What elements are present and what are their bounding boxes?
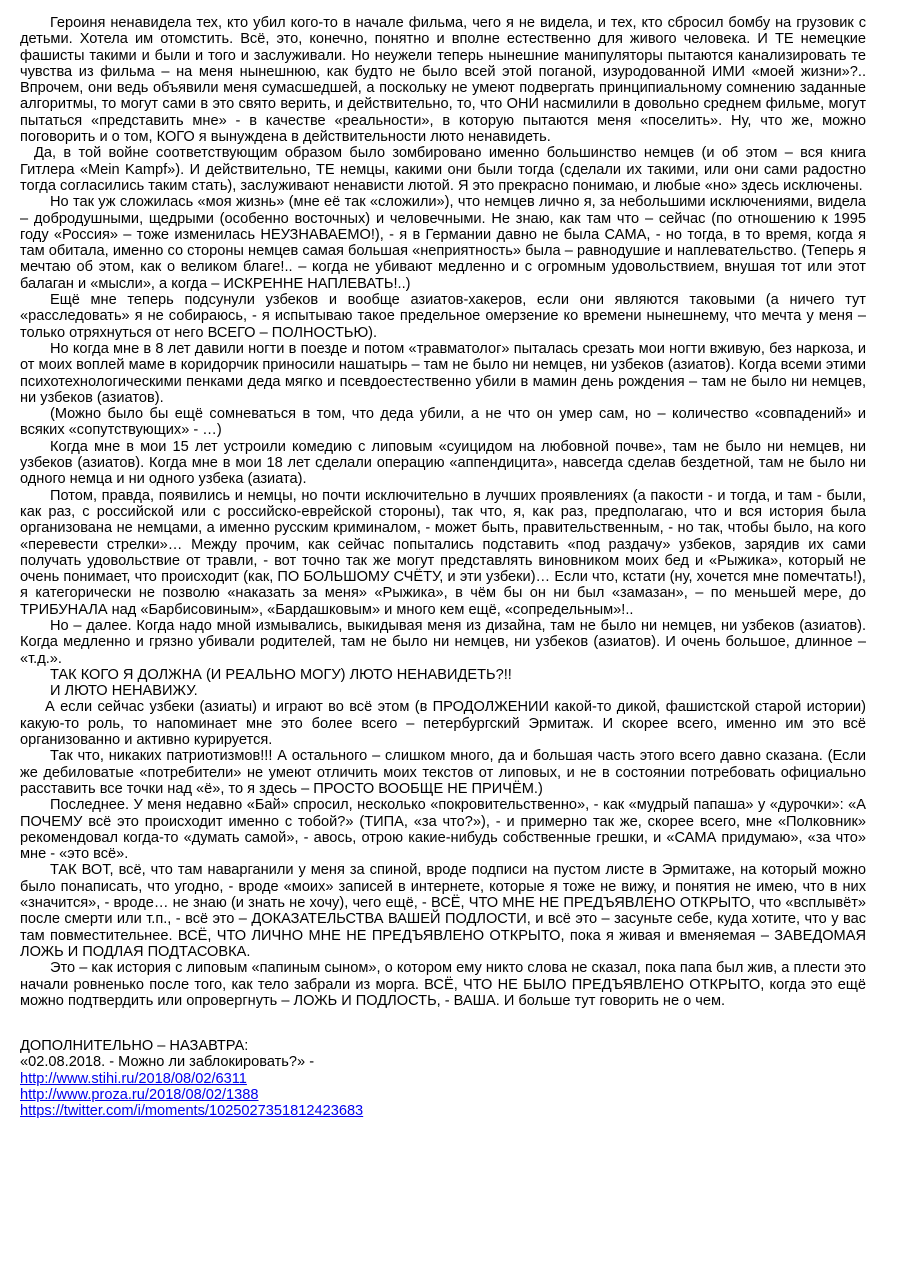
paragraph-8: Потом, правда, появились и немцы, но почти исключительно в лучших проявлениях (а пакости - и тогда, и там - были, как раз, с российской или с российско-еврейской стороны), так что, я, как раз, предполагаю, что и вся история была организована не немцами, а именно русским криминалом, - может быть, правительственным, - но так, чтобы было, на кого «перевести стрелки»… Между прочим, как сейчас попытались подставить «под раздачу» узбеков, зарядив их сами получать удовольствие от травли, - вот точно так же могут представлять виновником моих бед и «Рыжика», который не очень понимает, что происходит (как, ПО БОЛЬШОМУ СЧЁТУ, и эти узбеки)… Если что, кстати (ну, хочется мне помечтать!), я категорически не позволю «наказать за меня» «Рыжика», в чём бы он ни был «замазан», – по меньшей мере, до ТРИБУНАЛА над «Барбисовиным», «Бардашковым» и много кем ещё, «сопредельным»!.. (20, 487, 866, 618)
paragraph-5: Но когда мне в 8 лет давили ногти в поезде и потом «травматолог» пыталась срезать мои ногти вживую, без наркоза, и от моих воплей маме в коридорчик приносили нашатырь – там не было ни немцев, ни узбеков (азиатов). Когда всеми этими психотехнологическими пенками деда мягко и псевдоестественно убили в мамин день рождения – там не было ни немцев, ни узбеков (азиатов). (20, 340, 867, 406)
paragraph-16: Это – как история с липовым «папиным сыном», о котором ему никто слова не сказал, пока папа был жив, а плести это начали ровненько после того, как тело забрали из морга. ВСЁ, ЧТО НЕ БЫЛО ПРЕДЪЯВЛЕНО ОТКРЫТО, когда это ещё можно подтвердить или опровергнуть – ЛОЖЬ И ПОДЛОСТЬ, - ВАША. И больше тут говорить не о чем. (20, 960, 866, 1009)
link-twitter[interactable]: https://twitter.com/i/moments/1025027351812423683 (20, 1103, 364, 1120)
paragraph-1: Героиня ненавидела тех, кто убил кого-то в начале фильма, чего я не видела, и тех, кто сбросил бомбу на грузовик с детьми. Хотела им отомстить. Всё, это, конечно, понятно и вполне естественно для живого человека. И ТЕ немецкие фашисты такими и были и того и заслуживали. Но неужели теперь нынешние манипуляторы пытаются канализировать те чувства из фильма – на меня нынешнюю, как будто не было всей этой поганой, изуродованной ИМИ «моей жизни»?.. Впрочем, они ведь объявили меня сумасшедшей, а поскольку не умеют подвергать принципиальному сомнению заданные алгоритмы, то могут сами в это свято верить, и действительно, то, что ОНИ насмилили в довольно среднем фильме, могут пытаться «представить мне» - в качестве «реальности», в которую пытаются меня «поселить». Ну, что же, можно поговорить и о том, КОГО я вынуждена в действительности люто ненавидеть. (20, 15, 866, 146)
paragraph-11: И ЛЮТО НЕНАВИЖУ. (50, 683, 198, 700)
paragraph-9: Но – далее. Когда надо мной измывались, выкидывая меня из дизайна, там не было ни немцев, ни узбеков (азиатов). Когда медленно и грязно убивали родителей, там не было ни немцев, ни узбеков (азиатов). И очень большое, длинное – «т.д.». (20, 617, 866, 667)
extra-section (20, 1038, 866, 1119)
paragraph-3: Но так уж сложилась «моя жизнь» (мне её так «сложили»), что немцев лично я, за небольшими исключениями, видела – добродушными, щедрыми (особенно восточных) и человечными. Не знаю, как там что – сейчас (по отношению к 1995 году «Россия» – тоже изменилась НЕУЗНАВАЕМО!), - я в Германии давно не была САМА, - но тогда, в то время, когда я там обитала, именно со стороны немцев самая большая «неприятность» была – равнодушие и наплевательство. (Теперь я мечтаю об этом, как о великом благе!.. – когда не убивают медленно и с огромным удовольствием, внушая тот или этот балаган и «мысли», а когда – ИСКРЕННЕ НАПЛЕВАТЬ!..) (20, 194, 866, 292)
paragraph-2: Да, в той войне соответствующим образом было зомбировано именно большинство немцев (и об этом – вся книга Гитлера «Mein Kampf»). И действительно, ТЕ немцы, какими они были тогда (сделали их такими, или они сами радостно тогда согласились таким стать), заслуживают ненависти лютой. Я это прекрасно понимаю, и любые «но» здесь исключены. (20, 145, 866, 194)
link-stihi[interactable]: http://www.stihi.ru/2018/08/02/6311 (20, 1070, 247, 1087)
extra-heading: ДОПОЛНИТЕЛЬНО – НАЗАВТРА: (20, 1038, 249, 1055)
link-proza[interactable]: http://www.proza.ru/2018/08/02/1388 (20, 1087, 259, 1103)
paragraph-14: Последнее. У меня недавно «Бай» спросил, несколько «покровительственно», - как «мудрый папаша» у «дурочки»: «А ПОЧЕМУ всё это происходит именно с тобой?» (ТИПА, «за что?»), - и примерно так же, скорее всего, мне «Полковник» рекомендовал когда-то «думать самой», - авось, отрою какие-нибудь собственные грешки, и «САМА придумаю», «за что» мне - «это всё». (20, 797, 866, 863)
paragraph-6: (Можно было бы ещё сомневаться в том, что деда убили, а не что он умер сам, но – количество «совпадений» и всяких «сопутствующих» - …) (20, 406, 866, 439)
paragraph-15: ТАК ВОТ, всё, что там наварганили у меня за спиной, вроде подписи на пустом листе в Эрмитаже, на который можно было понаписать, что угодно, - вроде «моих» записей в интернете, которые я тоже не вижу, и понятия не имею, что в них «значится», - вроде… не знаю (и знать не хочу), чего ещё, - ВСЁ, ЧТО МНЕ НЕ ПРЕДЪЯВЛЕНО ОТКРЫТО, что «всплывёт» после смерти или т.п., - всё это – ДОКАЗАТЕЛЬСТВА ВАШЕЙ ПОДЛОСТИ, и всё это – засуньте себе, куда хотите, что у вас там повместительнее. ВСЁ, ЧТО ЛИЧНО МНЕ НЕ ПРЕДЪЯВЛЕНО ОТКРЫТО, пока я живая и вменяемая – ЗАВЕДОМАЯ ЛОЖЬ И ПОДЛАЯ ПОДТАСОВКА. (20, 862, 866, 960)
paragraph-7: Когда мне в мои 15 лет устроили комедию с липовым «суицидом на любовной почве», там не было ни немцев, ни узбеков (азиатов). Когда мне в мои 18 лет сделали операцию «аппендицита», навсегда сделав бездетной, там не было ни одного немца и ни одного узбека (азиата). (20, 438, 866, 488)
paragraph-12: А если сейчас узбеки (азиаты) и играют во всё этом (в ПРОДОЛЖЕНИИ какой-то дикой, фашистской старой истории) какую-то роль, то напоминает мне это более всего – петербургский Эрмитаж. И скорее всего, именно им это всё организованно и активно курируется. (20, 699, 866, 749)
paragraph-13: Так что, никаких патриотизмов!!! А остального – слишком много, да и большая часть этого всего давно сказана. (Если же дебиловатые «потребители» не умеют отличить моих текстов от липовых, и не в состоянии потребовать официально расставить все точки над «ё», то я здесь – ПРОСТО ВООБЩЕ НЕ ПРИЧЁМ.) (20, 748, 866, 797)
paragraph-10: ТАК КОГО Я ДОЛЖНА (И РЕАЛЬНО МОГУ) ЛЮТО НЕНАВИДЕТЬ?!! (50, 666, 512, 683)
extra-subtitle: «02.08.2018. - Можно ли заблокировать?» - (20, 1054, 315, 1071)
paragraph-4: Ещё мне теперь подсунули узбеков и вообще азиатов-хакеров, если они являются таковыми (а ничего тут «расследовать» я не собираюсь, - я испытываю такое предельное омерзение ко времени нынешнему, что мечта у меня – только отряхнуться от него ВСЕГО – ПОЛНОСТЬЮ). (20, 292, 866, 341)
